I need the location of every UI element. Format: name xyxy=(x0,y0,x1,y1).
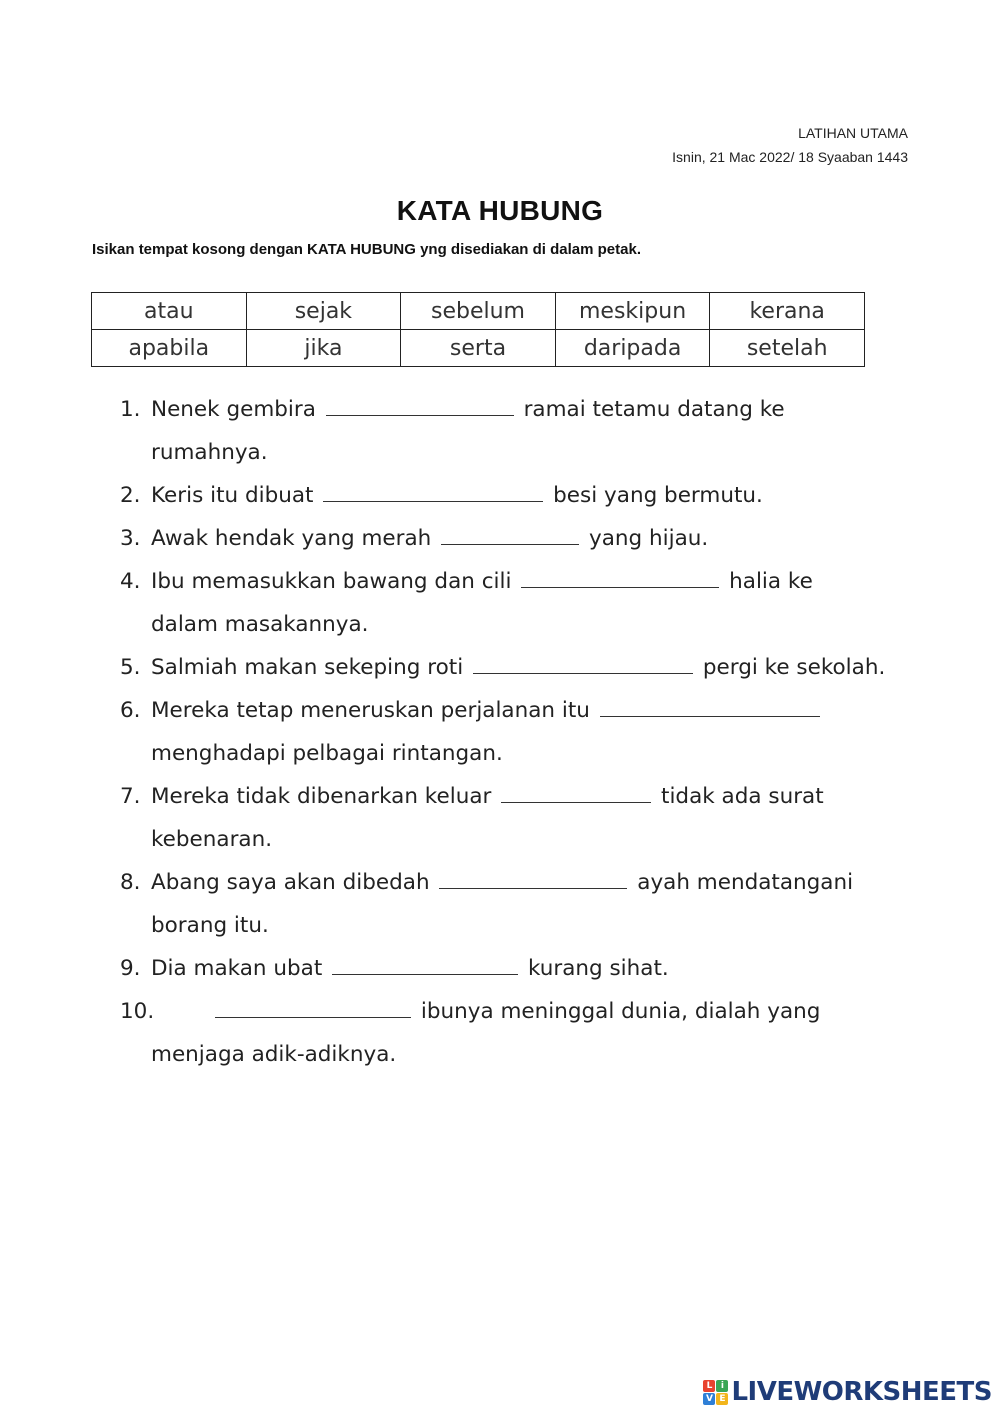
question-text-after: ibunya meninggal dunia, dialah yang xyxy=(420,999,821,1024)
question-text-after: kurang sihat. xyxy=(527,956,669,981)
question-text-after: ayah mendatangani xyxy=(637,870,854,895)
question-number: 3. xyxy=(120,526,141,551)
answer-blank[interactable] xyxy=(501,782,651,803)
answer-blank[interactable] xyxy=(215,997,411,1018)
question-4-continuation: dalam masakannya. xyxy=(151,612,369,637)
question-3 xyxy=(120,517,920,560)
question-1 xyxy=(120,388,920,431)
question-list xyxy=(120,388,920,1076)
question-text-before: Salmiah makan sekeping roti xyxy=(151,655,464,680)
question-2 xyxy=(120,474,920,517)
question-text-before: Mereka tetap meneruskan perjalanan itu xyxy=(151,698,590,723)
liveworksheets-logo xyxy=(703,1377,992,1407)
question-7 xyxy=(120,775,920,818)
answer-blank[interactable] xyxy=(600,696,820,717)
question-number: 6. xyxy=(120,698,141,723)
answer-blank[interactable] xyxy=(323,481,543,502)
question-text-after: ramai tetamu datang ke xyxy=(523,397,785,422)
question-number: 8. xyxy=(120,870,141,895)
header-info xyxy=(672,121,908,169)
question-text-after: besi yang bermutu. xyxy=(553,483,763,508)
question-text-before: Abang saya akan dibedah xyxy=(151,870,430,895)
answer-blank[interactable] xyxy=(521,567,719,588)
question-5 xyxy=(120,646,920,689)
word-box-table xyxy=(91,292,865,367)
question-8-continuation: borang itu. xyxy=(151,913,269,938)
answer-blank[interactable] xyxy=(441,524,579,545)
question-text-before: Dia makan ubat xyxy=(151,956,323,981)
question-10 xyxy=(120,990,920,1033)
question-number: 9. xyxy=(120,956,141,981)
question-6 xyxy=(120,689,920,732)
question-9 xyxy=(120,947,920,990)
word-box-row-1 xyxy=(92,293,865,330)
word-cell[interactable]: setelah xyxy=(710,330,865,367)
word-cell[interactable]: sebelum xyxy=(401,293,556,330)
question-text-after: yang hijau. xyxy=(588,526,709,551)
question-text-after: tidak ada surat xyxy=(661,784,824,809)
word-cell[interactable]: jika xyxy=(246,330,401,367)
question-4 xyxy=(120,560,920,603)
question-number: 2. xyxy=(120,483,141,508)
question-text-after: halia ke xyxy=(729,569,813,594)
answer-blank[interactable] xyxy=(332,954,518,975)
question-number: 7. xyxy=(120,784,141,809)
header-line-2: Isnin, 21 Mac 2022/ 18 Syaaban 1443 xyxy=(672,149,908,165)
word-cell[interactable]: apabila xyxy=(92,330,247,367)
word-cell[interactable]: meskipun xyxy=(555,293,710,330)
logo-mark-tile: i xyxy=(716,1380,728,1392)
question-1-continuation: rumahnya. xyxy=(151,440,268,465)
question-text-after: pergi ke sekolah. xyxy=(702,655,886,680)
logo-mark-tile: L xyxy=(703,1380,715,1392)
logo-text: LIVEWORKSHEETS xyxy=(731,1377,992,1407)
answer-blank[interactable] xyxy=(326,395,514,416)
logo-mark-tile: E xyxy=(716,1393,728,1405)
answer-blank[interactable] xyxy=(439,868,627,889)
word-cell[interactable]: daripada xyxy=(555,330,710,367)
header-line-1: LATIHAN UTAMA xyxy=(798,125,908,141)
question-text-before: Keris itu dibuat xyxy=(151,483,314,508)
word-cell[interactable]: serta xyxy=(401,330,556,367)
question-text-before: Nenek gembira xyxy=(151,397,316,422)
question-number: 10. xyxy=(120,999,155,1024)
question-number: 4. xyxy=(120,569,141,594)
word-cell[interactable]: atau xyxy=(92,293,247,330)
word-box-row-2 xyxy=(92,330,865,367)
question-10-continuation: menjaga adik-adiknya. xyxy=(151,1042,397,1067)
question-number: 5. xyxy=(120,655,141,680)
logo-mark-icon xyxy=(703,1380,728,1405)
answer-blank[interactable] xyxy=(473,653,693,674)
logo-mark-tile: V xyxy=(703,1393,715,1405)
question-text-before: Ibu memasukkan bawang dan cili xyxy=(151,569,512,594)
question-text-before: Mereka tidak dibenarkan keluar xyxy=(151,784,492,809)
page-title: KATA HUBUNG xyxy=(396,195,604,226)
question-7-continuation: kebenaran. xyxy=(151,827,273,852)
question-8 xyxy=(120,861,920,904)
question-number: 1. xyxy=(120,397,141,422)
instruction-text: Isikan tempat kosong dengan KATA HUBUNG yng disediakan di dalam petak. xyxy=(92,241,641,258)
word-cell[interactable]: sejak xyxy=(246,293,401,330)
word-cell[interactable]: kerana xyxy=(710,293,865,330)
question-text-before: Awak hendak yang merah xyxy=(151,526,432,551)
question-6-continuation: menghadapi pelbagai rintangan. xyxy=(151,741,503,766)
